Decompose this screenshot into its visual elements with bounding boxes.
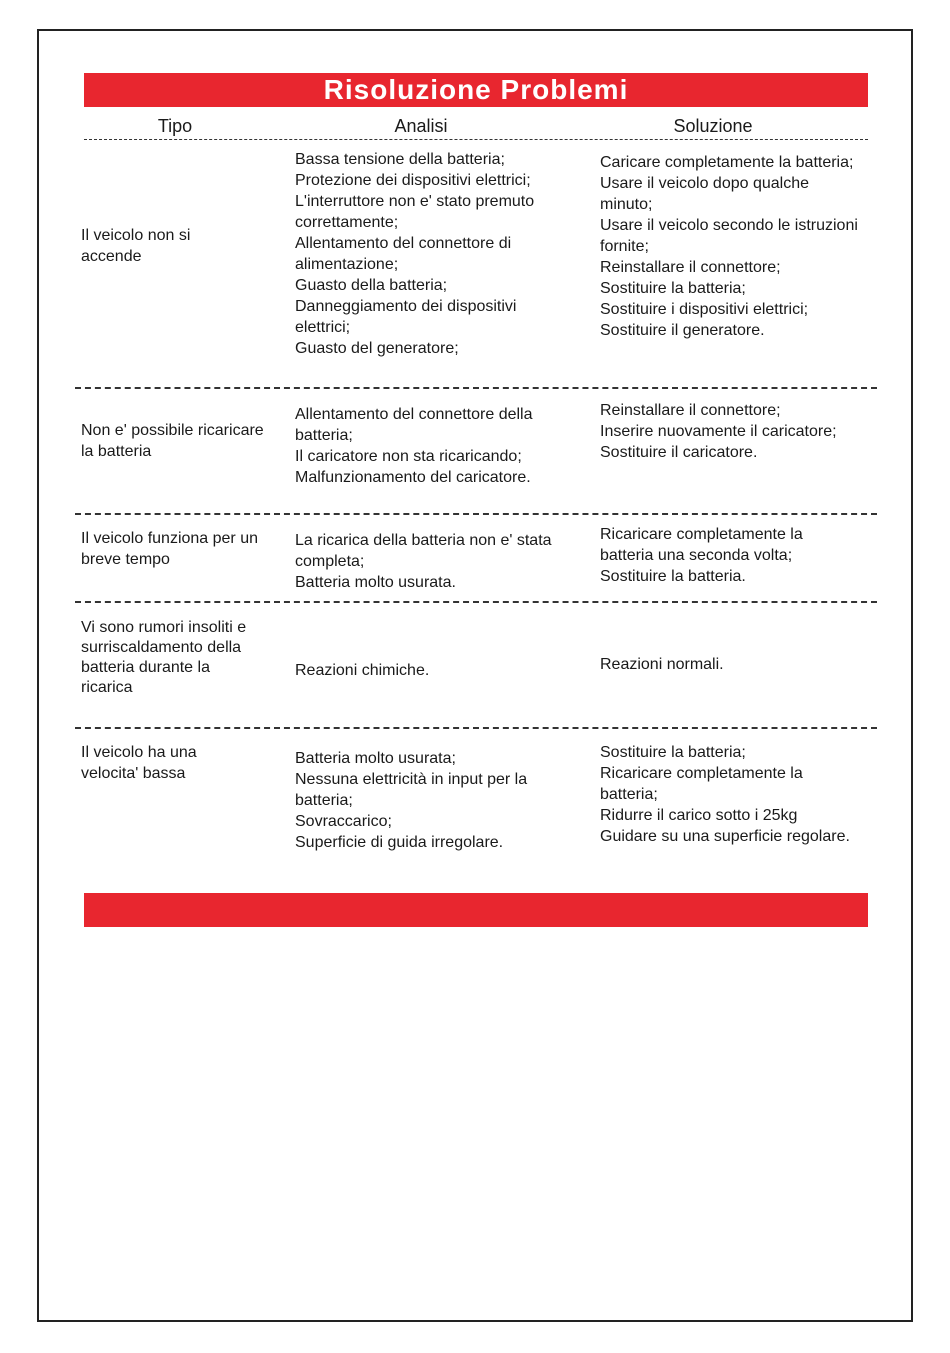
row-1-analisi-item: Allentamento del connettore di alimentazione; xyxy=(295,235,512,273)
row-4-analisi xyxy=(295,660,575,681)
row-1-soluzione-item: Reinstallare il connettore; xyxy=(600,259,781,276)
row-3-soluzione-item: Ricaricare completamente la batteria una seconda volta; xyxy=(600,526,803,564)
row-5-tipo: Il veicolo ha una velocita' bassa xyxy=(81,744,197,782)
row-3-analisi-item: Batteria molto usurata. xyxy=(295,574,456,591)
row-5-soluzione-item: Sostituire la batteria; xyxy=(600,744,746,761)
row-3-soluzione xyxy=(600,524,860,587)
row-2-soluzione-item: Inserire nuovamente il caricatore; xyxy=(600,423,837,440)
row-5-analisi-item: Batteria molto usurata; xyxy=(295,750,456,767)
row-5-soluzione-item: Ridurre il carico sotto i 25kg xyxy=(600,807,798,824)
row-2-soluzione-item: Reinstallare il connettore; xyxy=(600,402,781,419)
row-1-analisi-item: Danneggiamento dei dispositivi elettrici; xyxy=(295,298,517,336)
row-divider xyxy=(75,387,877,389)
row-divider xyxy=(75,601,877,603)
row-1-analisi-item: Protezione dei dispositivi elettrici; xyxy=(295,172,531,189)
row-4-analisi-item: Reazioni chimiche. xyxy=(295,662,430,679)
row-5-analisi-item: Superficie di guida irregolare. xyxy=(295,834,504,851)
row-2-analisi-item: Il caricatore non sta ricaricando; xyxy=(295,448,522,465)
row-5-soluzione xyxy=(600,742,860,847)
row-2-soluzione xyxy=(600,400,885,463)
row-2-analisi-item: Malfunzionamento del caricatore. xyxy=(295,469,531,486)
header-soluzione: Soluzione xyxy=(673,116,753,136)
row-2-tipo: Non e' possibile ricaricare la batteria xyxy=(81,422,264,460)
row-2-analisi-item: Allentamento del connettore della batteria; xyxy=(295,406,533,444)
row-5-soluzione-item: Ricaricare completamente la batteria; xyxy=(600,765,803,803)
row-2-soluzione-item: Sostituire il caricatore. xyxy=(600,444,758,461)
row-1-soluzione-item: Sostituire il generatore. xyxy=(600,322,765,339)
row-1-analisi-item: L'interruttore non e' stato premuto correttamente; xyxy=(295,193,535,231)
row-1-soluzione-item: Caricare completamente la batteria; xyxy=(600,154,854,171)
row-1-soluzione-item: Sostituire i dispositivi elettrici; xyxy=(600,301,809,318)
header-tipo: Tipo xyxy=(157,116,193,136)
row-5-analisi-item: Nessuna elettricità in input per la batteria; xyxy=(295,771,528,809)
row-1-soluzione-item: Usare il veicolo dopo qualche minuto; xyxy=(600,175,810,213)
row-1-analisi xyxy=(295,149,575,359)
row-5-analisi xyxy=(295,748,565,853)
row-2-analisi xyxy=(295,404,575,488)
row-3-analisi xyxy=(295,530,575,593)
row-4-tipo: Vi sono rumori insoliti e surriscaldamento della batteria durante la ricarica xyxy=(81,619,247,696)
row-3-analisi-item: La ricarica della batteria non e' stata completa; xyxy=(295,532,552,570)
header-analisi: Analisi xyxy=(394,116,448,136)
page-title: Risoluzione Problemi xyxy=(84,73,868,107)
row-1-analisi-item: Guasto del generatore; xyxy=(295,340,459,357)
row-4-soluzione xyxy=(600,654,885,675)
row-1-soluzione xyxy=(600,152,860,341)
row-5-soluzione-item: Guidare su una superficie regolare. xyxy=(600,828,850,845)
row-1-soluzione-item: Usare il veicolo secondo le istruzioni fornite; xyxy=(600,217,858,255)
row-1-analisi-item: Bassa tensione della batteria; xyxy=(295,151,505,168)
footer-bar xyxy=(84,893,868,927)
row-3-soluzione-item: Sostituire la batteria. xyxy=(600,568,746,585)
row-divider xyxy=(75,513,877,515)
header-divider xyxy=(84,139,868,140)
row-4-soluzione-item: Reazioni normali. xyxy=(600,656,724,673)
row-3-tipo: Il veicolo funziona per un breve tempo xyxy=(81,530,258,568)
row-1-tipo: Il veicolo non si accende xyxy=(81,227,191,265)
row-1-soluzione-item: Sostituire la batteria; xyxy=(600,280,746,297)
row-divider xyxy=(75,727,877,729)
row-1-analisi-item: Guasto della batteria; xyxy=(295,277,448,294)
row-5-analisi-item: Sovraccarico; xyxy=(295,813,392,830)
